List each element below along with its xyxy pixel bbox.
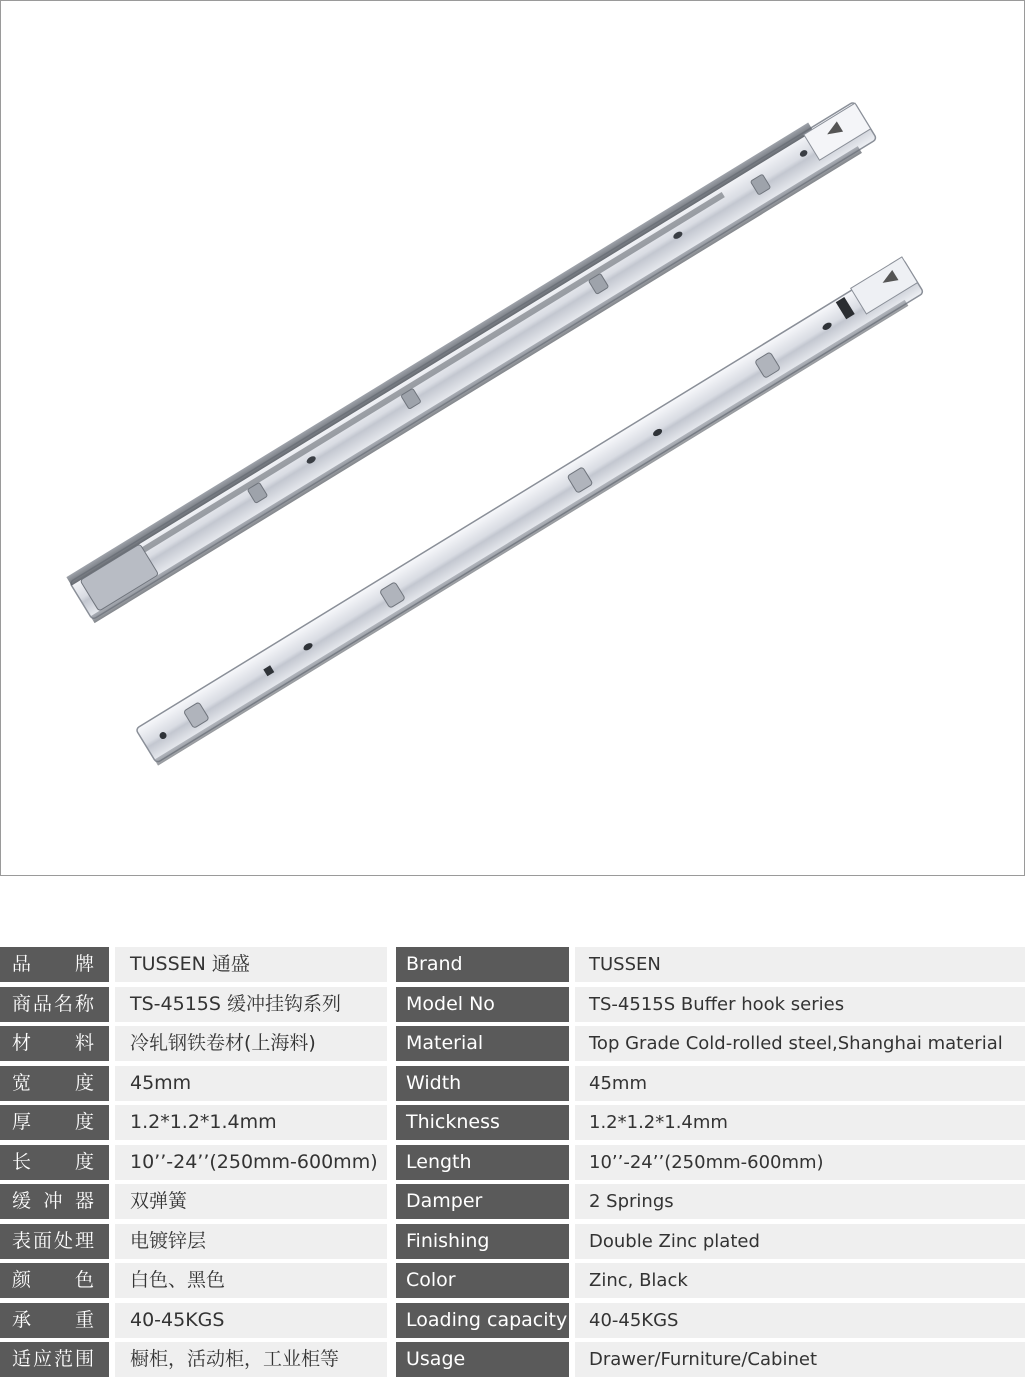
en-label: Color <box>396 1263 569 1298</box>
spec-row-width <box>0 1066 1025 1101</box>
spec-row-thickness <box>0 1105 1025 1140</box>
cn-value: 白色、黑色 <box>115 1263 387 1298</box>
en-label: Loading capacity <box>396 1303 569 1338</box>
spec-row-model <box>0 987 1025 1022</box>
cn-label: 商品名称 <box>0 987 109 1022</box>
cn-label: 适应范围 <box>0 1342 109 1377</box>
cn-label: 颜 色 <box>0 1263 109 1298</box>
cn-label: 长 度 <box>0 1145 109 1180</box>
en-value: 2 Springs <box>575 1184 1025 1219</box>
cn-label: 表面处理 <box>0 1224 109 1259</box>
en-label: Width <box>396 1066 569 1101</box>
en-label: Thickness <box>396 1105 569 1140</box>
cn-value: 橱柜，活动柜，工业柜等 <box>115 1342 387 1377</box>
en-value: 45mm <box>575 1066 1025 1101</box>
spec-row-usage <box>0 1342 1025 1377</box>
en-value: Zinc, Black <box>575 1263 1025 1298</box>
en-label: Model No <box>396 987 569 1022</box>
drawer-slide-rails-image <box>1 1 1024 875</box>
en-label: Finishing <box>396 1224 569 1259</box>
cn-label: 宽 度 <box>0 1066 109 1101</box>
cn-value: 冷轧钢铁卷材(上海料) <box>115 1026 387 1061</box>
spec-row-finishing <box>0 1224 1025 1259</box>
cn-value: 10’’-24’’(250mm-600mm) <box>115 1145 387 1180</box>
en-value: 10’’-24’’(250mm-600mm) <box>575 1145 1025 1180</box>
cn-label: 缓 冲 器 <box>0 1184 109 1219</box>
en-label: Material <box>396 1026 569 1061</box>
en-label: Length <box>396 1145 569 1180</box>
cn-value: 双弹簧 <box>115 1184 387 1219</box>
en-label: Usage <box>396 1342 569 1377</box>
cn-value: 45mm <box>115 1066 387 1101</box>
spec-row-length <box>0 1145 1025 1180</box>
spec-row-material <box>0 1026 1025 1061</box>
en-label: Brand <box>396 947 569 982</box>
en-value: TS-4515S Buffer hook series <box>575 987 1025 1022</box>
cn-label: 品 牌 <box>0 947 109 982</box>
cn-value: TUSSEN 通盛 <box>115 947 387 982</box>
spec-row-brand <box>0 947 1025 982</box>
cn-label: 厚 度 <box>0 1105 109 1140</box>
cn-value: 电镀锌层 <box>115 1224 387 1259</box>
en-value: Double Zinc plated <box>575 1224 1025 1259</box>
en-value: Top Grade Cold-rolled steel,Shanghai material <box>575 1026 1025 1061</box>
cn-label: 承 重 <box>0 1303 109 1338</box>
cn-value: 40-45KGS <box>115 1303 387 1338</box>
en-value: 40-45KGS <box>575 1303 1025 1338</box>
en-value: 1.2*1.2*1.4mm <box>575 1105 1025 1140</box>
cn-label: 材 料 <box>0 1026 109 1061</box>
cn-value: 1.2*1.2*1.4mm <box>115 1105 387 1140</box>
en-value: Drawer/Furniture/Cabinet <box>575 1342 1025 1377</box>
en-label: Damper <box>396 1184 569 1219</box>
spec-row-capacity <box>0 1303 1025 1338</box>
cn-value: TS-4515S 缓冲挂钩系列 <box>115 987 387 1022</box>
en-value: TUSSEN <box>575 947 1025 982</box>
spec-row-color <box>0 1263 1025 1298</box>
spec-row-damper <box>0 1184 1025 1219</box>
